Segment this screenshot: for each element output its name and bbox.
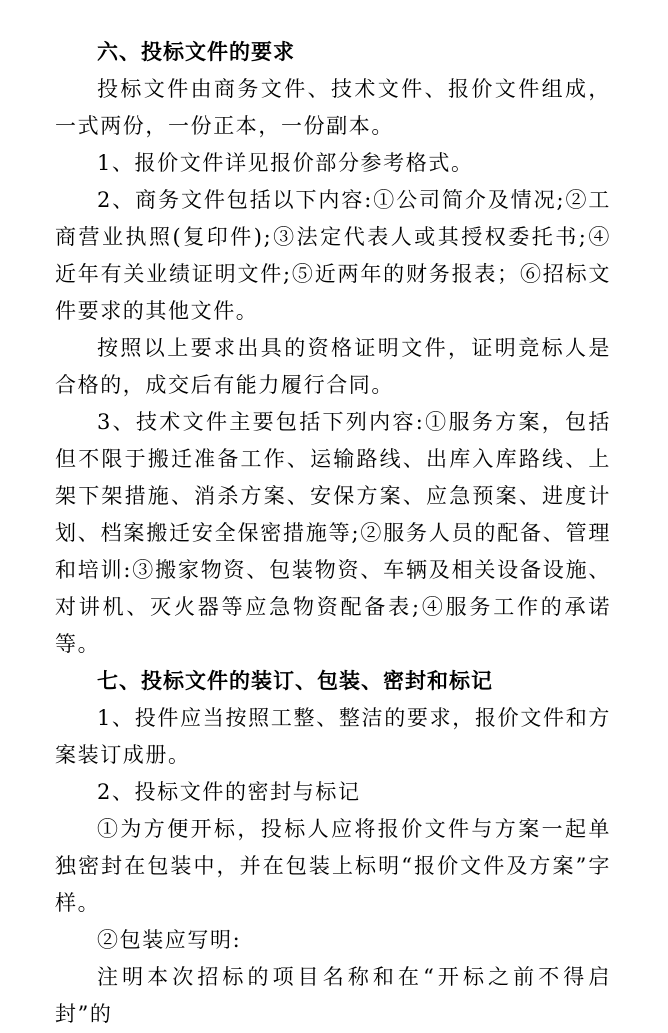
section-6-heading: 六、投标文件的要求 xyxy=(97,40,295,64)
paragraph-sealing-detail: ①为方便开标，投标人应将报价文件与方案一起单独密封在包装中，并在包装上标明“报价文件及方案”字样。 xyxy=(55,817,611,915)
paragraph-business-file: 2、商务文件包括以下内容:①公司简介及情况;②工商营业执照(复印件);③法定代表人或其授权委托书;④近年有关业绩证明文件;⑤近两年的财务报表；⑥招标文件要求的其他文件。 xyxy=(55,188,611,323)
paragraph-binding: 1、投件应当按照工整、整洁的要求，报价文件和方案装订成册。 xyxy=(55,706,611,767)
paragraph-sealing-title: 2、投标文件的密封与标记 xyxy=(97,780,361,804)
paragraph-technical-file: 3、技术文件主要包括下列内容:①服务方案，包括但不限于搬迁准备工作、运输路线、出库入库路线、上架下架措施、消杀方案、安保方案、应急预案、进度计划、档案搬迁安全保密措施等;②服务人员的配备、管理和培训:③搬家物资、包装物资、车辆及相关设备设施、对讲机、灭火器等应急物资配备表;④服务工作的承诺等。 xyxy=(55,410,611,656)
document-page xyxy=(55,34,611,1033)
paragraph-qualification: 按照以上要求出具的资格证明文件，证明竞标人是合格的，成交后有能力履行合同。 xyxy=(55,336,611,397)
paragraph-package-note: 注明本次招标的项目名称和在“开标之前不得启封”的 xyxy=(55,965,611,1026)
paragraph-package-label: ②包装应写明: xyxy=(97,928,242,952)
paragraph-composition: 投标文件由商务文件、技术文件、报价文件组成，一式两份，一份正本，一份副本。 xyxy=(55,77,611,138)
section-7-heading: 七、投标文件的装订、包装、密封和标记 xyxy=(97,669,493,693)
paragraph-price-file: 1、报价文件详见报价部分参考格式。 xyxy=(97,151,474,175)
